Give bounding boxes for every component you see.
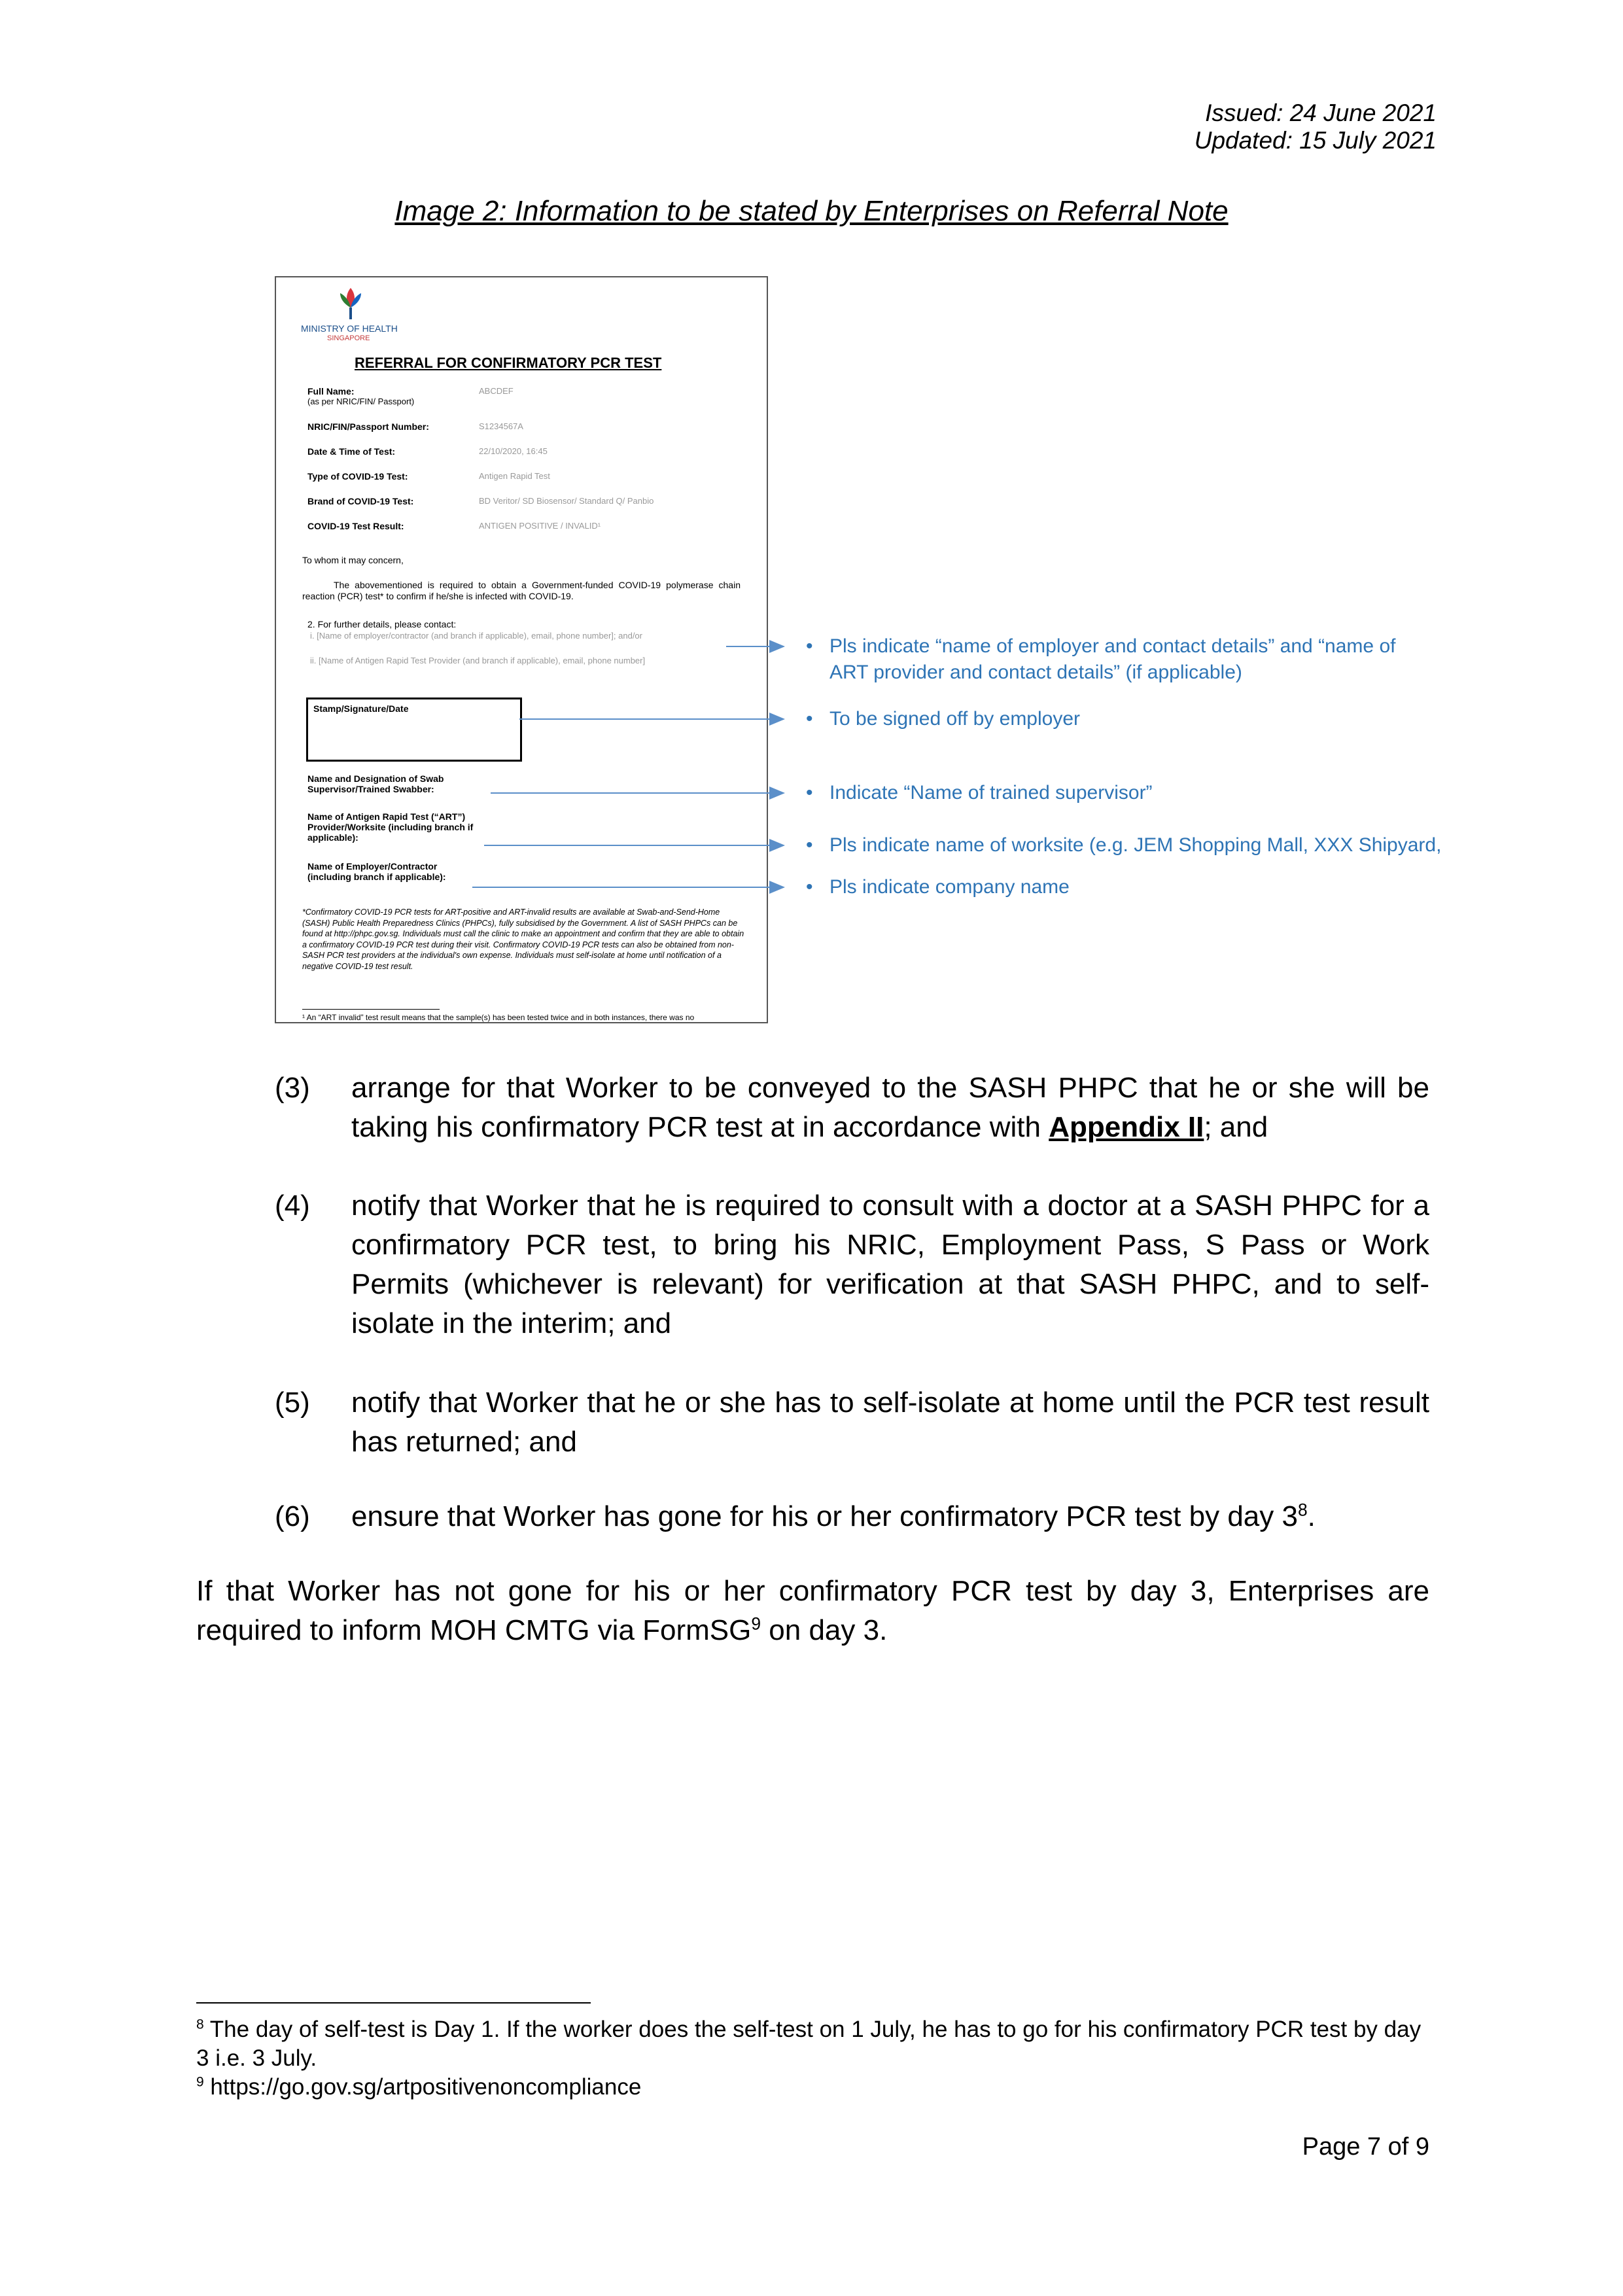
note-footnote-rule (302, 1009, 440, 1010)
bullet-icon: • (806, 635, 813, 657)
image-caption: Image 2: Information to be stated by Enterprises on Referral Note (394, 195, 1229, 227)
annotation-trained-supervisor: • Indicate “Name of trained supervisor” (829, 780, 1153, 806)
note-salutation: To whom it may concern, (302, 555, 404, 565)
note-body: The abovementioned is required to obtain a Government-funded COVID-19 polymerase chain reaction (PCR) test* to confirm if he/she is infected with COVID-19. (302, 580, 741, 601)
list-item-5: (5) notify that Worker that he or she has to self-isolate at home until the PCR test result has returned; and (275, 1386, 1429, 1458)
footnote-9: $^9$ https://go.gov.sg/artpositivenoncompliance (196, 2074, 642, 2100)
employer-label: Name of Employer/Contractor (including branch if applicable): (307, 861, 446, 882)
referral-title: REFERRAL FOR CONFIRMATORY PCR TEST (355, 355, 662, 371)
field-datetime-label: Date & Time of Test: (307, 446, 396, 457)
field-result-label: COVID-19 Test Result: (307, 521, 404, 531)
footnote-separator (196, 2002, 591, 2004)
stamp-label: Stamp/Signature/Date (313, 703, 409, 714)
field-nric-label: NRIC/FIN/Passport Number: (307, 421, 429, 432)
bullet-icon: • (806, 782, 813, 804)
list-item-6: (6) ensure that Worker has gone for his or her confirmatory PCR test by day $3^8$. (275, 1500, 1316, 1532)
bullet-icon: • (806, 708, 813, 730)
field-nric-value: S1234567A (479, 421, 523, 431)
issued-date: Issued: 24 June 2021 (1205, 99, 1437, 126)
list-item-4: (4) notify that Worker that he is required to consult with a doctor at a SASH PHPC for a confirmatory PCR test, to bring his NRIC, Employment Pass, S Pass or Work Permits (whichever is relevant) for verification at that SASH PHPC, and to self-isolate in the interim; and (275, 1190, 1429, 1339)
field-full-name-label: Full Name: (as per NRIC/FIN/ Passport) (307, 386, 415, 406)
field-datetime-value: 22/10/2020, 16:45 (479, 446, 548, 456)
annotation-worksite: • Pls indicate name of worksite (e.g. JEM Shopping Mall, XXX Shipyard, (829, 832, 1441, 858)
field-test-type-value: Antigen Rapid Test (479, 471, 550, 481)
field-brand-label: Brand of COVID-19 Test: (307, 496, 414, 506)
art-provider-label: Name of Antigen Rapid Test (“ART”) Provider/Worksite (including branch if applicable): (307, 811, 474, 843)
field-result-value: ANTIGEN POSITIVE / INVALID¹ (479, 521, 601, 531)
page-number: Page 7 of 9 (1302, 2133, 1429, 2161)
note-further-details: 2. For further details, please contact: (307, 619, 457, 629)
note-footnote-bottom: ¹ An “ART invalid” test result means that the sample(s) has been tested twice and in both instances, there was no (302, 1013, 695, 1022)
annotation-signed-off: • To be signed off by employer (829, 706, 1080, 732)
note-contact-employer: i. [Name of employer/contractor (and branch if applicable), email, phone number]; and/or (310, 631, 642, 641)
closing-paragraph: If that Worker has not gone for his or her confirmatory PCR test by day 3, Enterprises are required to inform MOH CMTG via FormSG$^9$ on day 3. (196, 1575, 1429, 1646)
appendix-ii-link[interactable]: Appendix II (1049, 1111, 1204, 1143)
swab-supervisor-label: Name and Designation of Swab Supervisor/Trained Swabber: (307, 773, 444, 794)
bullet-icon: • (806, 876, 813, 898)
ministry-country: SINGAPORE (327, 334, 370, 342)
bullet-icon: • (806, 834, 813, 856)
field-full-name-value: ABCDEF (479, 386, 514, 396)
list-item-3: (3) arrange for that Worker to be conveyed to the SASH PHPC that he or she will be taking his confirmatory PCR test at in accordance with Appendix II; and (275, 1072, 1429, 1143)
note-footnote: *Confirmatory COVID-19 PCR tests for ART-positive and ART-invalid results are available at Swab-and-Send-Home (SASH) Public Health Preparedness Clinics (PHPCs), fully subsidised by the Government. A list of SASH PHPCs can be found at http://phpc.gov.sg. Individuals must call the clinic to make an appointment and confirm that they are able to obtain a confirmatory COVID-19 PCR test during their visit. Confirmatory COVID-19 PCR tests can also be obtained from non-SASH PCR test providers at the individual's own expense. Individuals must self-isolate at home until notification of a negative COVID-19 test result. (302, 908, 744, 971)
footnote-8: $^8$ The day of self-test is Day 1. If the worker does the self-test on 1 July, he has to go for his confirmatory PCR test by day 3 i.e. 3 July. (196, 2017, 1422, 2071)
annotation-contact-details: • Pls indicate “name of employer and contact details” and “name of ART provider and contact details” (if applicable) (829, 633, 1395, 686)
annotation-company-name: • Pls indicate company name (829, 874, 1070, 900)
note-contact-art-provider: ii. [Name of Antigen Rapid Test Provider (and branch if applicable), email, phone number] (310, 656, 646, 665)
field-test-type-label: Type of COVID-19 Test: (307, 471, 408, 482)
updated-date: Updated: 15 July 2021 (1194, 127, 1437, 154)
field-brand-value: BD Veritor/ SD Biosensor/ Standard Q/ Panbio (479, 496, 654, 506)
ministry-name: MINISTRY OF HEALTH (301, 323, 398, 334)
